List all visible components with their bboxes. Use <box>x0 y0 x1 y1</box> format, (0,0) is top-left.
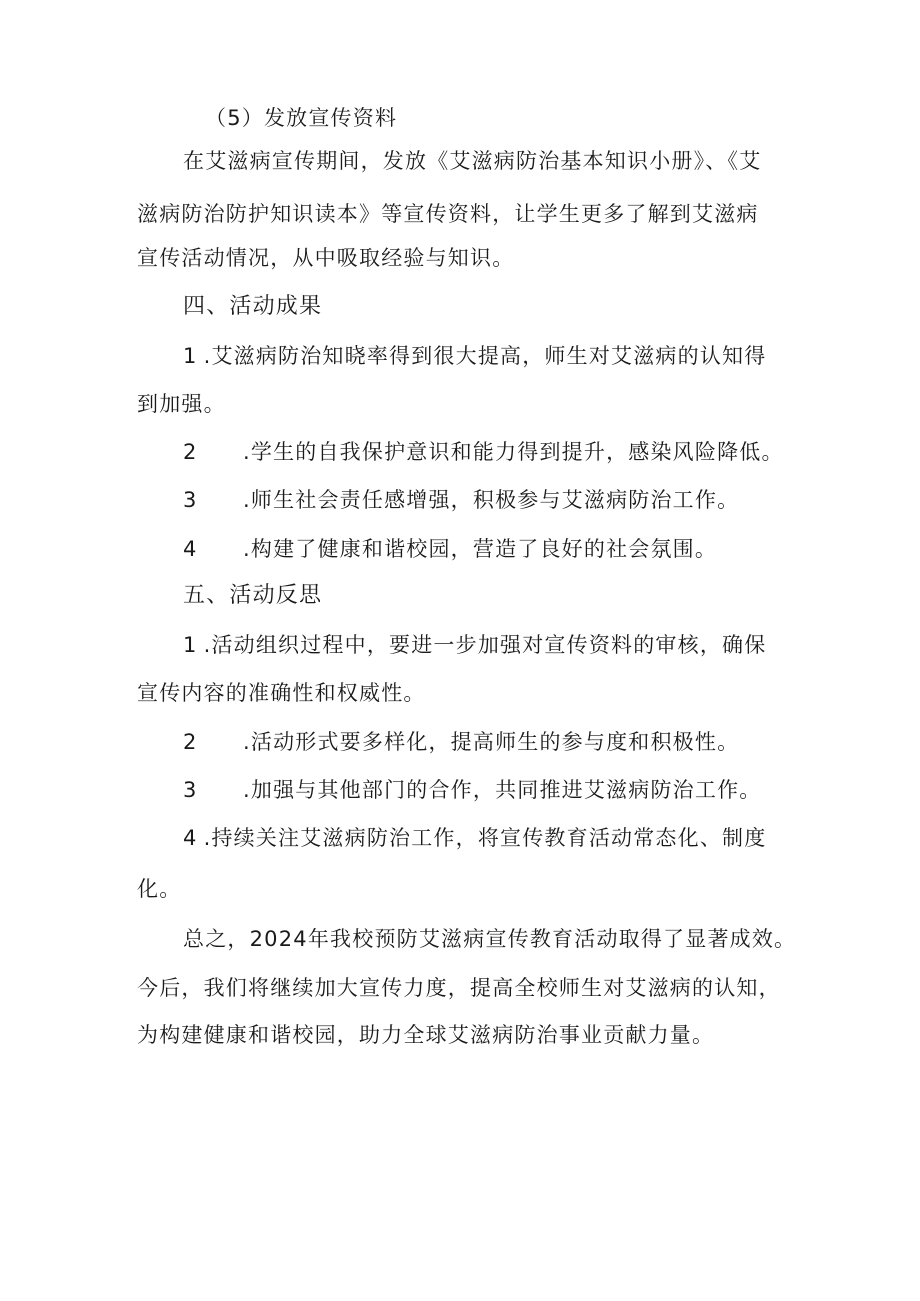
reflection-item-3 <box>183 775 761 805</box>
section-5-para-line-1: 在艾滋病宣传期间，发放《艾滋病防治基本知识小册》、《艾 <box>183 149 762 173</box>
section-5-para-line-3: 宣传活动情况，从中吸取经验与知识。 <box>137 246 515 270</box>
reflection-item-1 <box>183 630 766 660</box>
reflection-num: 1 <box>183 633 198 657</box>
heading-activity-reflection: 五、活动反思 <box>183 583 323 608</box>
reflection-item-4-cont: 化。 <box>137 877 182 901</box>
reflection-text: .加强与其他部门的合作，共同推进艾滋病防治工作。 <box>243 778 762 802</box>
result-text: .学生的自我保护意识和能力得到提升，感染风险降低。 <box>243 440 784 464</box>
summary-line-1: 总之，2024年我校预防艾滋病宣传教育活动取得了显著成效。 <box>183 927 797 951</box>
reflection-text: .活动组织过程中，要进一步加强对宣传资料的审核，确保 <box>203 633 767 657</box>
heading-activity-results: 四、活动成果 <box>183 294 323 319</box>
result-item-1-cont: 到加强。 <box>137 392 226 416</box>
section-5-title: （5）发放宣传资料 <box>205 106 398 130</box>
reflection-item-2 <box>183 727 739 757</box>
result-num: 2 <box>183 440 198 464</box>
result-num: 4 <box>183 537 198 561</box>
summary-line-2: 今后，我们将继续加大宣传力度，提高全校师生对艾滋病的认知， <box>137 976 781 1000</box>
summary-line-3: 为构建健康和谐校园，助力全球艾滋病防治事业贡献力量。 <box>137 1023 715 1047</box>
result-text: .构建了健康和谐校园，营造了良好的社会氛围。 <box>243 537 718 561</box>
reflection-text: .持续关注艾滋病防治工作，将宣传教育活动常态化、制度 <box>203 826 767 850</box>
reflection-item-1-cont: 宣传内容的准确性和权威性。 <box>137 681 426 705</box>
result-item-4 <box>183 534 717 564</box>
result-item-3 <box>183 485 739 515</box>
result-item-1 <box>183 341 766 371</box>
reflection-num: 3 <box>183 778 198 802</box>
reflection-num: 4 <box>183 826 198 850</box>
section-5-para-line-2: 滋病防治防护知识读本》等宣传资料，让学生更多了解到艾滋病 <box>137 202 759 226</box>
result-item-2 <box>183 437 784 467</box>
reflection-text: .活动形式要多样化，提高师生的参与度和积极性。 <box>243 730 740 754</box>
reflection-item-4 <box>183 823 766 853</box>
result-text: .艾滋病防治知晓率得到很大提高，师生对艾滋病的认知得 <box>203 344 767 368</box>
result-text: .师生社会责任感增强，积极参与艾滋病防治工作。 <box>243 488 740 512</box>
reflection-num: 2 <box>183 730 198 754</box>
result-num: 3 <box>183 488 198 512</box>
result-num: 1 <box>183 344 198 368</box>
